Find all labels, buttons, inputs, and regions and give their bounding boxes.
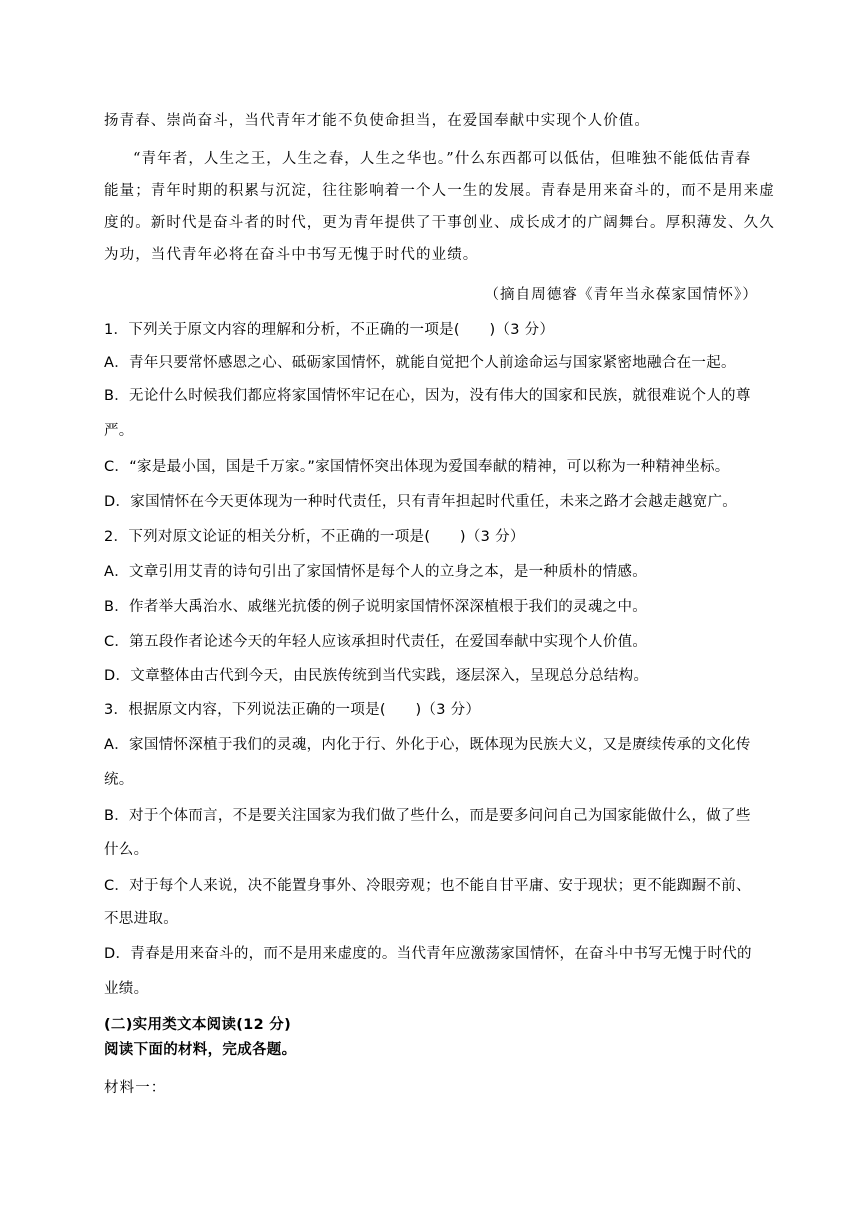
question-3-option-b-cont: 什么。 bbox=[104, 842, 149, 858]
question-3-option-c: C．对于每个人来说，决不能置身事外、冷眼旁观；也不能自甘平庸、安于现状；更不能踟蹰不前、 bbox=[104, 878, 751, 894]
question-3-stem: 3．根据原文内容，下列说法正确的一项是( )（3 分） bbox=[104, 702, 481, 718]
question-3-option-d-cont: 业绩。 bbox=[104, 981, 149, 997]
question-2-option-b: B．作者举大禹治水、戚继光抗倭的例子说明家国情怀深深植根于我们的灵魂之中。 bbox=[104, 599, 648, 615]
question-3-option-a: A．家国情怀深植于我们的灵魂，内化于行、外化于心，既体现为民族大义，又是赓续传承的文化传 bbox=[104, 737, 751, 753]
question-1-option-b: B．无论什么时候我们都应将家国情怀牢记在心，因为，没有伟大的国家和民族，就很难说个人的尊 bbox=[104, 388, 751, 404]
material-label: 材料一： bbox=[104, 1080, 167, 1096]
question-1-option-a: A．青年只要常怀感恩之心、砥砺家国情怀，就能自觉把个人前途命运与国家紧密地融合在一起。 bbox=[104, 355, 736, 371]
question-1-option-b-cont: 严。 bbox=[104, 423, 134, 439]
question-3-option-b: B．对于个体而言，不是要关注国家为我们做了些什么，而是要多问问自己为国家能做什么，做了些 bbox=[104, 808, 751, 824]
question-2-stem: 2．下列对原文论证的相关分析，不正确的一项是( )（3 分） bbox=[104, 529, 525, 545]
section-heading: (二)实用类文本阅读(12 分) bbox=[104, 1017, 292, 1033]
passage-paragraph-line: 度的。新时代是奋斗者的时代，更为青年提供了干事创业、成长成才的广阔舞台。厚积薄发、久久 bbox=[104, 215, 775, 231]
question-2-option-a: A．文章引用艾青的诗句引出了家国情怀是每个人的立身之本，是一种质朴的情感。 bbox=[104, 564, 648, 580]
passage-paragraph-line: 为功，当代青年必将在奋斗中书写无愧于时代的业绩。 bbox=[104, 247, 479, 263]
question-1-option-d: D．家国情怀在今天更体现为一种时代责任，只有青年担起时代重任，未来之路才会越走越宽广。 bbox=[104, 494, 738, 510]
question-1-stem: 1．下列关于原文内容的理解和分析，不正确的一项是( )（3 分） bbox=[104, 322, 555, 338]
passage-paragraph-line: “青年者，人生之王，人生之春，人生之华也。”什么东西都可以低估，但唯独不能低估青春 bbox=[133, 151, 752, 167]
question-3-option-d: D．青春是用来奋斗的，而不是用来虚度的。当代青年应激荡家国情怀，在奋斗中书写无愧于时代的 bbox=[104, 946, 752, 962]
question-2-option-d: D．文章整体由古代到今天，由民族传统到当代实践，逐层深入，呈现总分总结构。 bbox=[104, 668, 649, 684]
section-instruction: 阅读下面的材料，完成各题。 bbox=[104, 1042, 297, 1058]
question-2-option-c: C．第五段作者论述今天的年轻人应该承担时代责任，在爱国奉献中实现个人价值。 bbox=[104, 634, 648, 650]
question-1-option-c: C．“家是最小国，国是千万家。”家国情怀突出体现为爱国奉献的精神，可以称为一种精神坐标。 bbox=[104, 459, 730, 475]
passage-paragraph-tail: 扬青春、崇尚奋斗，当代青年才能不负使命担当，在爱国奉献中实现个人价值。 bbox=[104, 113, 650, 129]
passage-source: （摘自周德睿《青年当永葆家国情怀》） bbox=[484, 287, 758, 303]
question-3-option-a-cont: 统。 bbox=[104, 772, 134, 788]
passage-paragraph-line: 能量；青年时期的积累与沉淀，往往影响着一个人一生的发展。青春是用来奋斗的，而不是用来虚 bbox=[104, 183, 775, 199]
question-3-option-c-cont: 不思进取。 bbox=[104, 911, 178, 927]
